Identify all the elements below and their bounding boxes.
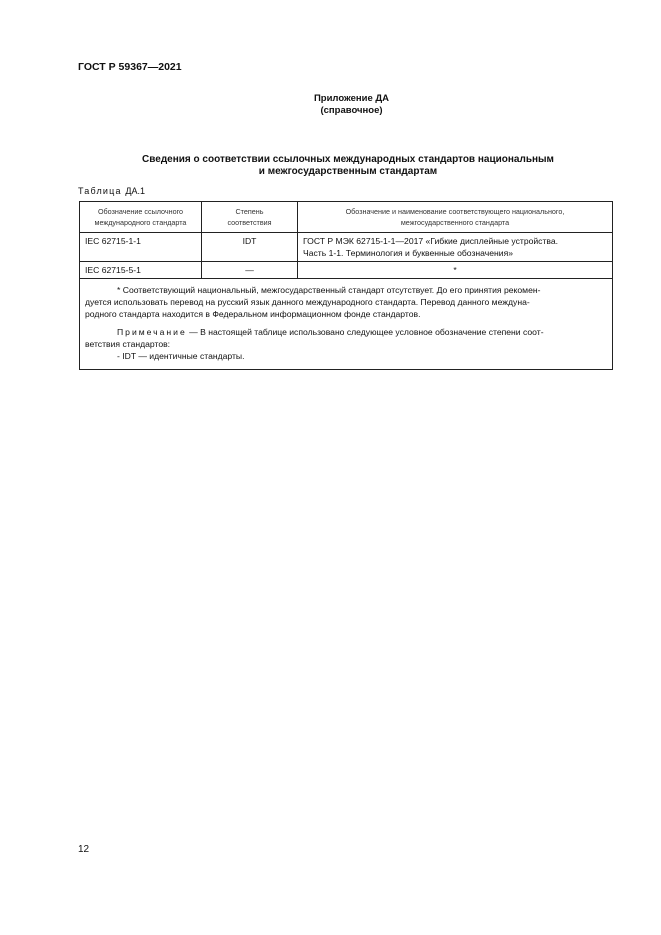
standard-number: ГОСТ Р 59367—2021 — [78, 61, 182, 73]
header-degree — [202, 202, 298, 233]
header-reference-line-1: Обозначение ссылочного — [97, 207, 184, 216]
table-notes-cell — [80, 279, 613, 370]
table-caption — [78, 186, 145, 196]
table-header-row — [80, 202, 613, 233]
header-degree-line-2: соответствия — [227, 218, 272, 227]
footnote-line-1: * Соответствующий национальный, межгосударственный стандарт отсутствует. До его принятия рекомен- — [117, 285, 541, 295]
header-national-line-2: межгосударственного стандарта — [400, 218, 510, 227]
cell-national: * — [298, 262, 613, 279]
note-text: — В настоящей таблице использовано следующее условное обозначение степени соот- — [186, 327, 544, 337]
note-line-2: ветствия стандартов: — [85, 339, 171, 349]
appendix-title: Приложение ДА — [313, 93, 390, 104]
cell-national-line-1: ГОСТ Р МЭК 62715-1-1—2017 «Гибкие дисплейные устройства. — [303, 236, 559, 246]
table-row — [80, 233, 613, 262]
section-heading — [78, 154, 618, 178]
section-heading-line-1: Сведения о соответствии ссылочных международных стандартов национальным — [142, 154, 554, 165]
page-number: 12 — [78, 844, 90, 855]
table-notes-row — [80, 279, 613, 370]
cell-national — [298, 233, 613, 262]
cell-reference: IEC 62715-5-1 — [80, 262, 202, 279]
cell-national-line-2: Часть 1-1. Терминология и буквенные обозначения» — [303, 248, 513, 258]
header-reference-standard — [80, 202, 202, 233]
note-line-1 — [85, 326, 607, 338]
cell-degree: IDT — [202, 233, 298, 262]
cell-reference: IEC 62715-1-1 — [80, 233, 202, 262]
note-item: - IDT — идентичные стандарты. — [117, 351, 245, 361]
section-heading-line-2: и межгосударственным стандартам — [258, 166, 438, 177]
footnote-line-3: родного стандарта находится в Федеральном информационном фонде стандартов. — [85, 309, 421, 319]
header-reference-line-2: международного стандарта — [94, 218, 187, 227]
appendix-subtitle: (справочное) — [320, 105, 383, 116]
header-national-standard — [298, 202, 613, 233]
table-caption-number: ДА.1 — [125, 186, 146, 196]
header-national-line-1: Обозначение и наименование соответствующего национального, — [345, 207, 565, 216]
correspondence-table — [79, 201, 613, 370]
footnote-line-2: дуется использовать перевод на русский язык данного международного стандарта. Перевод данного междуна- — [85, 297, 530, 307]
table-row — [80, 262, 613, 279]
header-degree-line-1: Степень — [235, 207, 264, 216]
note-label: Примечание — [117, 327, 187, 337]
cell-degree: — — [202, 262, 298, 279]
table-note — [85, 326, 607, 362]
footnote — [85, 284, 607, 320]
appendix-title-block — [0, 93, 661, 117]
table-caption-label: Таблица — [78, 186, 122, 196]
